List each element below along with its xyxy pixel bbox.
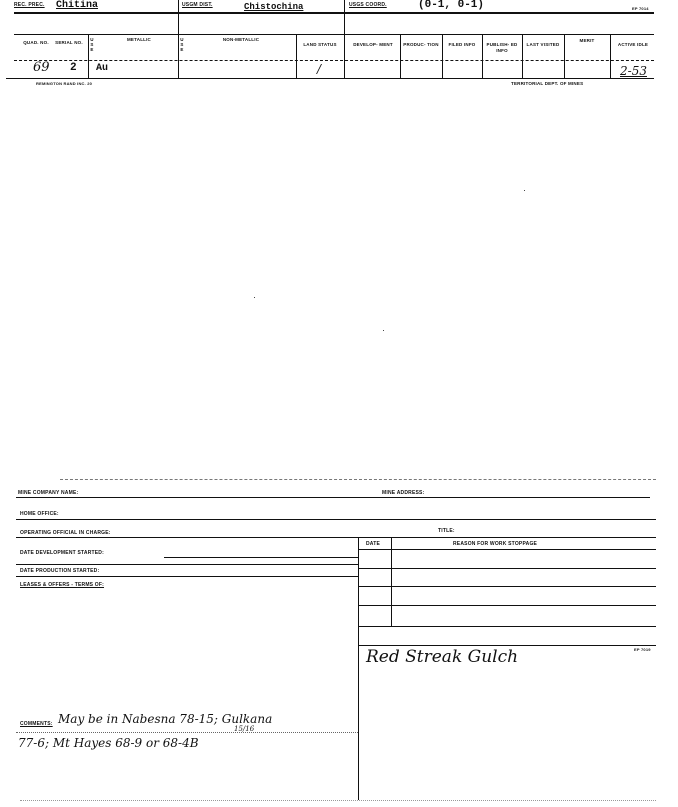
reason-col-header: REASON FOR WORK STOPPAGE (453, 541, 538, 547)
col-active-idle: ACTIVE IDLE (617, 42, 649, 47)
date-development-label: DATE DEVELOPMENT STARTED: (20, 550, 104, 556)
form-number-back: EP 7019 (634, 647, 651, 652)
form-number: EP 7014 (632, 6, 649, 11)
record-quad: 69 (33, 60, 50, 75)
comments-line1: May be in Nabesna 78-15; Gulkana (58, 712, 273, 726)
col-metallic-use: U S E (90, 37, 94, 52)
date-col-header: DATE (366, 541, 381, 547)
usgm-dist-value: Chistochina (244, 2, 304, 12)
col-filed-info: FILED INFO (448, 42, 476, 47)
date-production-label: DATE PRODUCTION STARTED: (20, 568, 100, 574)
printer-label: REMINGTON RAND INC. 20 (36, 81, 93, 86)
comments-fraction: 15/16 (234, 725, 255, 733)
record-serial: 2 (70, 62, 77, 74)
usgs-coord-label: USGS COORD. (349, 2, 387, 8)
record-land-status: / (317, 62, 322, 76)
col-quad-no: QUAD. NO. (23, 40, 49, 45)
usgm-dist-label: USGM DIST. (182, 2, 213, 8)
usgs-coord-value: (0-1, 0-1) (418, 0, 485, 11)
col-merit: MERIT (579, 38, 595, 43)
col-non-metallic-use: U S E (180, 37, 184, 52)
record-metallic: Au (96, 63, 109, 74)
leases-label: LEASES & OFFERS - TERMS OF: (20, 582, 105, 588)
col-metallic: METALLIC (126, 37, 151, 42)
col-production: PRODUC- TION (403, 42, 439, 47)
home-office-label: HOME OFFICE: (20, 511, 59, 517)
operating-official-label: OPERATING OFFICIAL IN CHARGE: (20, 530, 111, 536)
card-location: Red Streak Gulch (366, 647, 519, 667)
col-development: DEVELOP- MENT (353, 42, 393, 47)
col-serial-no: SERIAL NO. (55, 40, 83, 45)
title-label: TITLE: (438, 528, 455, 534)
rec-prec-label: REC. PREC. (14, 2, 45, 8)
col-land-status: LAND STATUS (303, 42, 337, 47)
col-non-metallic: NON-METALLIC (222, 37, 260, 42)
mine-address-label: MINE ADDRESS: (382, 490, 425, 496)
rec-prec-value: Chitina (56, 0, 99, 11)
col-last-visited: LAST VISITED (526, 42, 560, 47)
record-active-idle: 2-53 (620, 64, 647, 78)
territorial-label: TERRITORIAL DEPT. OF MINES (511, 81, 584, 86)
comments-label: COMMENTS: (20, 721, 53, 727)
comments-line2: 77-6; Mt Hayes 68-9 or 68-4B (18, 736, 199, 750)
mine-company-name-label: MINE COMPANY NAME: (18, 490, 79, 496)
col-published-info: PUBLISH- ED INFO (486, 42, 518, 53)
